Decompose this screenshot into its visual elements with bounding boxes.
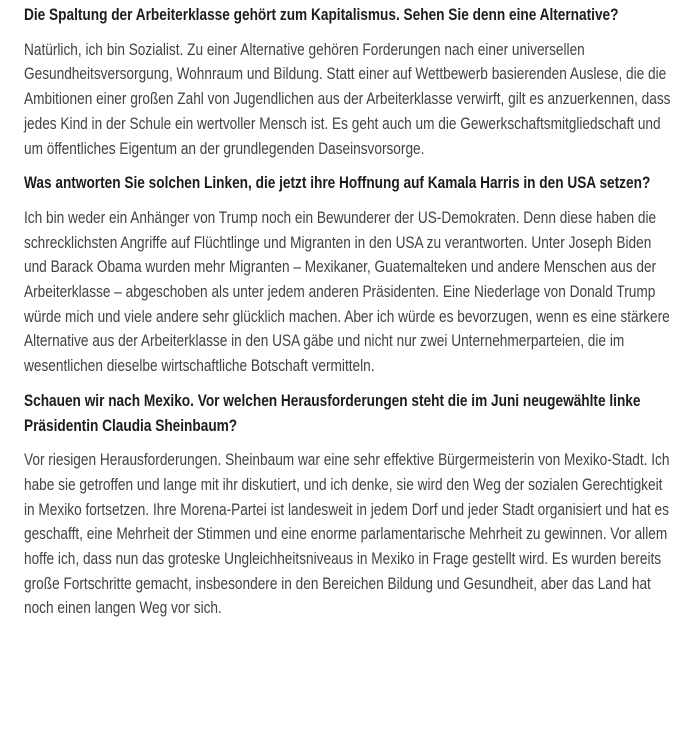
interview-question-1: Die Spaltung der Arbeiterklasse gehört zum Kapitalismus. Sehen Sie denn eine Alternative?: [24, 5, 619, 24]
interview-question-3: Schauen wir nach Mexiko. Vor welchen Herausforderungen steht die im Juni neugewählte linke Präsidentin Claudia Sheinbaum?: [24, 390, 641, 435]
interview-answer-3: Vor riesigen Herausforderungen. Sheinbaum war eine sehr effektive Bürgermeisterin von Mexiko-Stadt. Ich habe sie getroffen und lange mit ihr diskutiert, und ich denke, sie wird den Weg der sozialen Gerechtigkeit in Mexiko fortsetzen. Ihre Morena-Partei ist landesweit in jedem Dorf und jeder Stadt organisiert und hat es geschafft, eine Mehrheit der Stimmen und eine enorme parlamentarische Mehrheit zu gewinnen. Vor allem hoffe ich, dass nun das groteske Ungleichheitsniveaus in Mexiko in Frage gestellt wird. Es wurden bereits große Fortschritte gemacht, insbesondere in den Bereichen Bildung und Gesundheit, aber das Land hat noch einen langen Weg vor sich.: [24, 450, 670, 618]
interview-answer-2: Ich bin weder ein Anhänger von Trump noch ein Bewunderer der US-Demokraten. Denn diese haben die schrecklichsten Angriffe auf Flüchtlinge und Migranten in den USA zu verantworten. Unter Joseph Biden und Barack Obama wurden mehr Migranten – Mexikaner, Guatemalteken und andere Menschen aus der Arbeiterklasse – abgeschoben als unter jedem anderen Präsidenten. Eine Niederlage von Donald Trump würde mich und viele andere sehr glücklich machen. Aber ich würde es bevorzugen, wenn es eine stärkere Alternative aus der Arbeiterklasse in den USA gäbe und nicht nur zwei Unternehmerparteien, die im wesentlichen dieselbe wirtschaftliche Botschaft vermitteln.: [24, 207, 670, 376]
interview-article: [24, 3, 676, 631]
interview-answer-1: Natürlich, ich bin Sozialist. Zu einer Alternative gehören Forderungen nach einer universellen Gesundheitsversorgung, Wohnraum und Bildung. Statt einer auf Wettbewerb basierenden Auslese, die die Ambitionen einer großen Zahl von Jugendlichen aus der Arbeiterklasse verwirft, gilt es anzuerkennen, dass jedes Kind in der Schule ein wertvoller Mensch ist. Es geht auch um die Gewerkschaftsmitgliedschaft und um öffentliches Eigentum an der grundlegenden Daseinsvorsorge.: [24, 39, 671, 158]
interview-question-2: Was antworten Sie solchen Linken, die jetzt ihre Hoffnung auf Kamala Harris in den USA setzen?: [24, 173, 651, 193]
